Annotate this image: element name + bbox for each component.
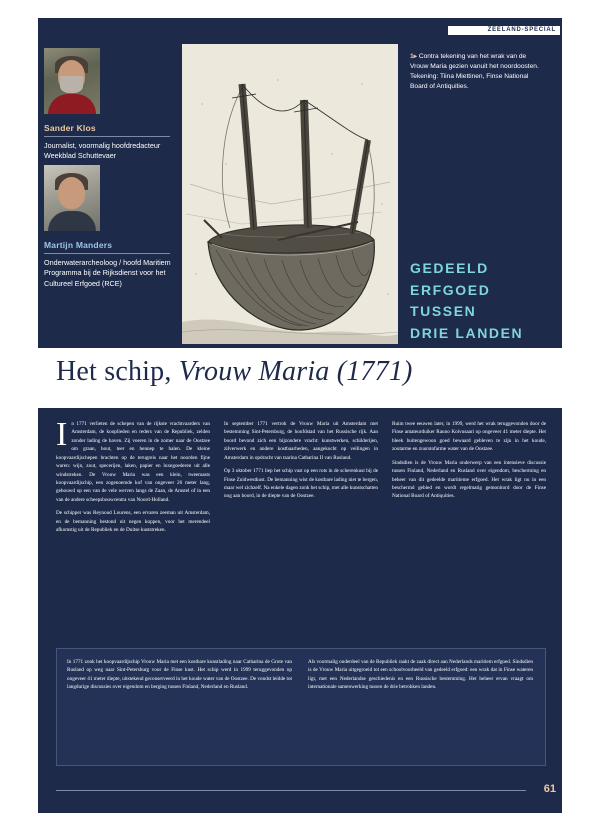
summary-column-1 bbox=[67, 658, 292, 756]
author-divider bbox=[44, 253, 170, 254]
portrait-beard bbox=[60, 76, 83, 93]
body-column-1 bbox=[56, 416, 210, 635]
body-paragraph bbox=[56, 509, 210, 534]
author-block-1 bbox=[44, 48, 172, 162]
summary-box bbox=[56, 648, 546, 766]
portrait-shoulders bbox=[48, 94, 96, 114]
author-block-2 bbox=[44, 165, 172, 289]
sander-klos-portrait bbox=[44, 48, 100, 114]
author-role: Journalist, voormalig hoofdredacteur Weekblad Schuttevaer bbox=[44, 141, 161, 161]
portrait-shoulders bbox=[48, 211, 96, 231]
title-italic: Vrouw Maria (1771) bbox=[178, 356, 413, 387]
section-header-label: ZEELAND-SPECIAL bbox=[487, 27, 556, 33]
kicker-line-1: GEDEELD bbox=[410, 260, 489, 276]
author-name: Martijn Manders bbox=[44, 240, 113, 250]
martijn-manders-portrait bbox=[44, 165, 100, 231]
body-paragraph bbox=[392, 459, 546, 501]
author-role: Onderwaterarcheoloog / hoofd Maritiem Programma bij de Rijksdienst voor het Cultureel Erfgoed (RCE) bbox=[44, 258, 171, 288]
title-plain: Het schip, bbox=[56, 356, 179, 387]
figure-caption-credit: Tekening: Tiina Miettinen, Finse National Board of Antiquities. bbox=[410, 72, 529, 90]
body-text: Sindsdien is de Vrouw Maria onderwerp van een intensieve discussie tussen Finland, Nederland en Rusland over eigendom, bescherming en beheer van dit gedeelde maritieme erfgoed. Het wrak ligt nu in een beschermd gebied en wordt regelmatig gemonitord door de Finse National Board of Antiquities. bbox=[392, 459, 546, 500]
kicker-line-2: ERFGOED bbox=[410, 281, 491, 298]
body-paragraph bbox=[224, 420, 378, 462]
article-body bbox=[56, 416, 546, 635]
page-number: 61 bbox=[543, 783, 556, 795]
body-text: n 1771 verlieten de schepen van de rijkste vrachtvaarders van Amsterdam, de kooplieden en reders van de Republiek, zelden zonder lading de haven. Zij voeren in de zomer naar de Oostzee om graan, hout, teer en hennep te halen. De kleine koopvaardijschepen brachten op de terugreis naar het noorden fijne waren: wijn, zout, specerijen, laken, papier en luxegoederen uit alle windstreken. De Vrouw Maria was een klein, tweemasts koopvaardijschip, een zogenoemde kof van ongeveer 26 meter lang, gebouwd op een van de vele werven langs de Zaan, de Amstel of in een van de andere scheepsbouwcentra van Noord-Holland. bbox=[56, 421, 210, 503]
body-column-2 bbox=[224, 420, 378, 635]
body-paragraph bbox=[56, 416, 210, 504]
body-paragraph bbox=[392, 420, 546, 454]
author-name: Sander Klos bbox=[44, 123, 96, 133]
figure-caption-text: Contra tekening van het wrak van de Vrouw Maria gezien vanuit het noordoosten. bbox=[410, 53, 539, 70]
body-text: De schipper was Reynoud Lourens, een ervaren zeeman uit Amsterdam, en de bemanning bestond uit negen koppen, voor het merendeel afkomstig uit de Republiek en de Duitse kuststreken. bbox=[56, 510, 210, 534]
body-text: Op 3 oktober 1771 liep het schip vast op een rots in de scherenkust bij de Finse Zuidwestkust. De bemanning wist de kostbare lading niet te bergen, maar wel zichzelf. Na enkele dagen zonk het schip, met alle kunstschatten nog aan boord, in de diepte van de Oostzee. bbox=[224, 468, 378, 500]
body-text: In september 1771 vertrok de Vrouw Maria uit Amsterdam met bestemming Sint-Petersburg, de hoofdstad van het Russische rijk. Aan boord bevond zich een bijzondere vracht: kunstwerken, schilderijen, zilverwerk en andere kostbaarheden, aangekocht op veilingen in Amsterdam in opdracht van tsarina Catharina II van Rusland. bbox=[224, 421, 378, 461]
figure-caption bbox=[410, 52, 542, 92]
summary-text: Als voormalig onderdeel van de Republiek raakt de zaak direct aan Nederlands maritiem erfgoed. Sindsdien is de Vrouw Maria uitgegroeid tot een schoolvoorbeeld van gedeeld erfgoed: een wrak dat in Finse wateren ligt, met een Nederlandse geschiedenis en een Russische bestemming. Het beheer ervan vraagt om internationale samenwerking tussen de drie betrokken landen. bbox=[308, 659, 533, 691]
drop-cap: I bbox=[56, 416, 68, 453]
kicker-line-4: DRIE LANDEN bbox=[410, 325, 524, 342]
portrait-face bbox=[58, 177, 85, 209]
footer-divider bbox=[56, 790, 526, 791]
body-paragraph bbox=[224, 467, 378, 501]
body-column-3 bbox=[392, 420, 546, 635]
page-title bbox=[56, 356, 413, 388]
article-kicker bbox=[410, 258, 550, 345]
figure-marker: 1▸ bbox=[410, 53, 417, 60]
shipwreck-drawing bbox=[182, 44, 398, 344]
kicker-line-3: TUSSEN bbox=[410, 303, 477, 320]
summary-column-2 bbox=[308, 658, 533, 756]
shipwreck-illustration bbox=[182, 44, 398, 344]
body-text: Ruim twee eeuwen later, in 1999, werd het wrak teruggevonden door de Finse amateurduiker Rauno Koivusaari op ongeveer 41 meter diepte. Het bleek buitengewoon goed bewaard gebleven te zijn in het koude, zoutarme en zuurstofarme water van de Oostzee. bbox=[392, 421, 546, 453]
author-divider bbox=[44, 136, 170, 137]
summary-text: In 1771 zonk het koopvaardijschip Vrouw Maria met een kostbare kunstlading naar Catharina de Grote van Rusland op weg naar Sint-Petersburg voor de Finse kust. Het schip werd in 1999 teruggevonden op ongeveer 41 meter diepte, uitstekend geconserveerd in het koude water van de Oostzee. De vondst leidde tot langdurige discussies over eigendom en berging tussen Finland, Nederland en Rusland. bbox=[67, 659, 293, 691]
